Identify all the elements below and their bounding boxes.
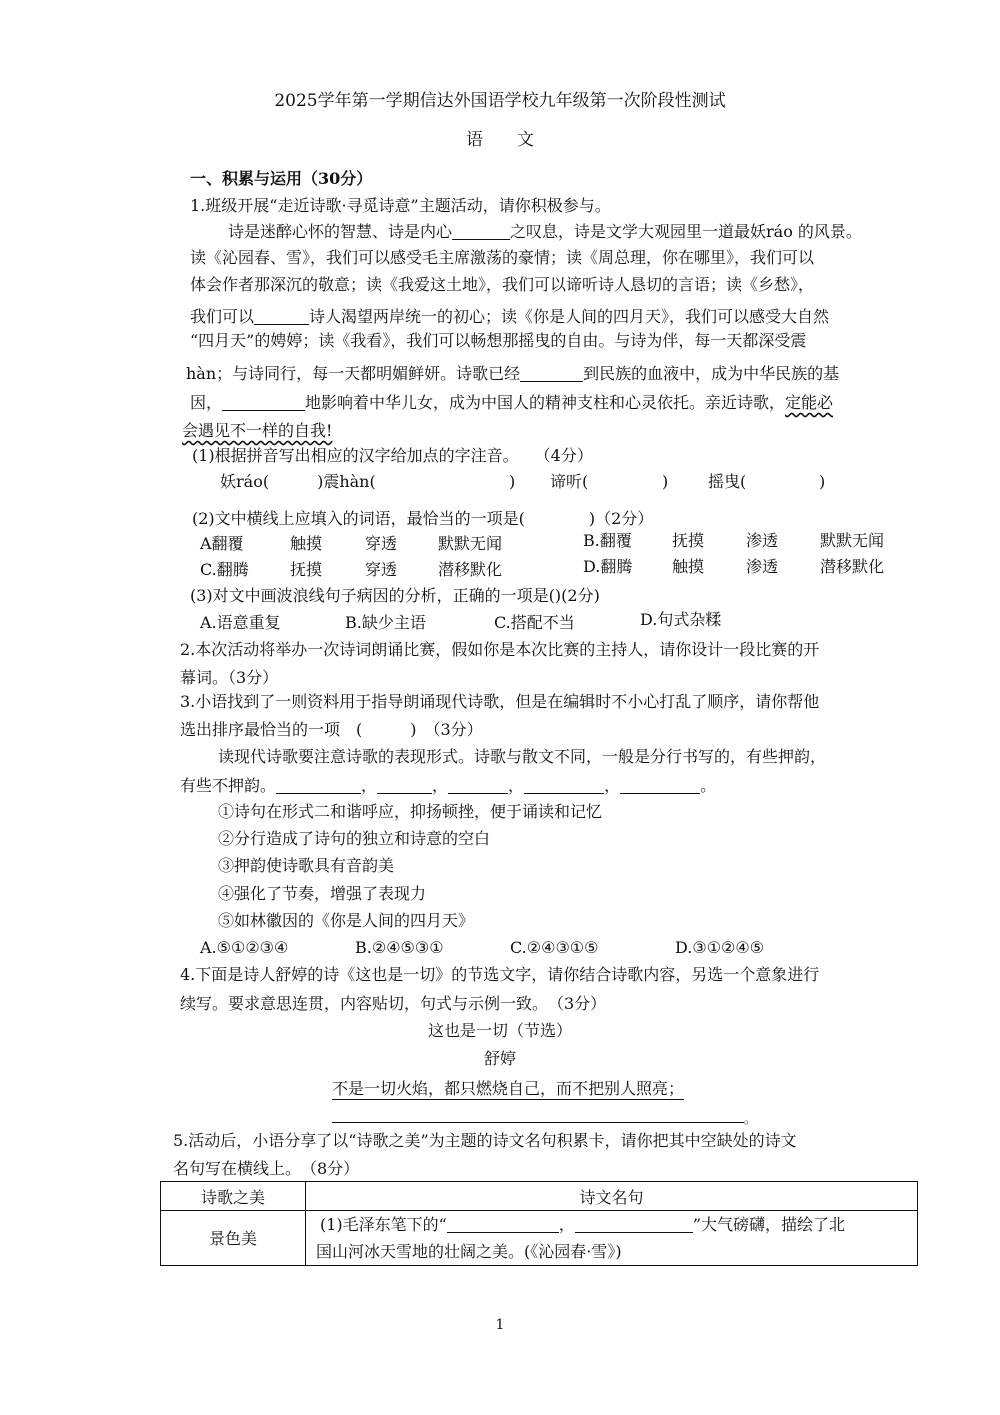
q5-line1: 5.活动后，小语分享了以“诗歌之美”为主题的诗文名句积累卡，请你把其中空缺处的诗文 (173, 1131, 797, 1150)
table-header-row (161, 1182, 918, 1211)
q1-passage-line2: 读《沁园春、雪》，我们可以感受毛主席激荡的豪情；读《周总理，你在哪里》，我们可以 (190, 248, 815, 267)
option-d[interactable]: D.③①②④⑤ (675, 938, 765, 957)
poem-title: 这也是一切（节选） (427, 1021, 572, 1040)
q3-passage-line2: 有些不押韵。 ， ， ， ， 。 (180, 776, 717, 795)
q3-item-4: ④强化了节奏，增强了表现力 (218, 884, 427, 903)
option-c[interactable]: C.搭配不当 (494, 613, 575, 632)
q1-sub3: (3)对文中画波浪线句子病因的分析，正确的一项是()(2分) (190, 586, 600, 605)
subject-title: 语 文 (466, 130, 534, 150)
answer-blank[interactable] (222, 394, 305, 411)
page-number: 1 (495, 1317, 505, 1333)
q1-sub1-paren: ) (509, 472, 516, 491)
q1-sub1-pinyin-3: 摇曳( (708, 472, 747, 491)
answer-blank[interactable] (620, 777, 700, 794)
table-header-category: 诗歌之美 (161, 1182, 306, 1211)
option-a[interactable]: A.⑤①②③④ (200, 938, 289, 957)
answer-blank[interactable] (448, 777, 508, 794)
answer-blank[interactable] (377, 777, 432, 794)
q1-passage-line6: hàn；与诗同行，每一天都明媚鲜妍。诗歌已经 到民族的血液中，成为中华民族的基 (186, 364, 840, 383)
q3-item-1: ①诗句在形式二和谐呼应，抑扬顿挫，便于诵读和记忆 (218, 802, 603, 821)
q1-passage-line8: 会遇见不一样的自我! (182, 421, 333, 440)
period-mark: 。 (744, 1112, 757, 1126)
option-d[interactable]: D.翻腾 (583, 557, 633, 576)
poetry-table (160, 1181, 918, 1266)
q3-item-3: ③押韵使诗歌具有音韵美 (218, 856, 395, 875)
option-b[interactable]: B.缺少主语 (345, 613, 426, 632)
option-c[interactable]: C.翻腾 (200, 560, 249, 579)
table-row (161, 1211, 918, 1266)
q1-passage-line4: 我们可以 诗人渴望两岸统一的初心；读《你是人间的四月天》，我们可以感受大自然 (190, 307, 830, 326)
q4-line1: 4.下面是诗人舒婷的诗《这也是一切》的节选文字，请你结合诗歌内容，另选一个意象进行 (180, 965, 820, 984)
q1-sub1-pinyin-1: 妖ráo( )震hàn( (220, 472, 376, 491)
q1-intro: 1.班级开展“走近诗歌·寻觅诗意”主题活动，请你积极参与。 (190, 196, 611, 215)
answer-blank[interactable] (520, 365, 583, 382)
q5-line2: 名句写在横线上。 （8分） (173, 1159, 360, 1178)
exam-title: 2025学年第一学期信达外国语学校九年级第一次阶段性测试 (274, 91, 726, 111)
answer-blank[interactable] (254, 308, 309, 325)
q1-passage-line5: “四月天”的娉婷；读《我看》，我们可以畅想那摇曳的自由。与诗为伴，每一天都深受震 (190, 331, 807, 350)
continuation-answer-line[interactable] (332, 1108, 744, 1123)
answer-blank[interactable] (452, 223, 510, 240)
q3-line1: 3.小语找到了一则资料用于指导朗诵现代诗歌，但是在编辑时不小心打乱了顺序，请你帮他 (180, 692, 820, 711)
q1-sub1-pinyin-2: 谛听( (550, 472, 589, 491)
answer-blank[interactable] (447, 1216, 559, 1233)
option-d[interactable]: D.句式杂糅 (640, 610, 722, 629)
q2-line1: 2.本次活动将举办一次诗词朗诵比赛，假如你是本次比赛的主持人，请你设计一段比赛的开 (180, 640, 820, 659)
exam-page: 2025学年第一学期信达外国语学校九年级第一次阶段性测试 语 文 一、积累与运用（30分） 1.班级开展“走近诗歌·寻觅诗意”主题活动，请你积极参与。 诗是迷醉心怀的智慧、诗是内心 之叹息，诗是文学大观园里一道最妖ráo 的风景。 读《沁园春、雪》，我们可以感受毛主席激荡的豪情；读《周总理，你在哪里》，我们可以 体会作者那深沉的敬意；读《我爱这土地》，我们可以谛听诗人恳切的言语；读《乡愁》， 我们可以 诗人渴望两岸统一的初心；读《你是人间的四月天》，我们可以感受大自然 “四月天”的娉婷；读《我看》，我们可以畅想那摇曳的自由。与诗为伴，每一天都深受震 hàn；与诗同行，每一天都明媚鲜妍。诗歌已经 到民族的血液中，成为中华民族的基 因， 地影响着中华儿女，成为中国人的精神支柱和心灵依托。亲近诗歌，定能必 会遇见不一样的自我! (1)根据拼音写出相应的汉字给加点的字注音。 （4分） 妖ráo( )震hàn( ) 谛听( ) 摇曳( ) (2)文中横线上应填入的词语，最恰当的一项是( )（2分） A翻覆 触摸 穿透 默默无闻 B.翻覆 抚摸 渗透 默默无闻 C.翻腾 抚摸 穿透 潜移默化 D.翻腾 触摸 渗透 潜移默化 (3)对文中画波浪线句子病因的分析，正确的一项是()(2分) A.语意重复 B.缺少主语 C.搭配不当 D.句式杂糅 2.本次活动将举办一次诗词朗诵比赛，假如你是本次比赛的主持人，请你设计一段比赛的开 幕词。（3分） 3.小语找到了一则资料用于指导朗诵现代诗歌，但是在编辑时不小心打乱了顺序，请你帮他 选出排序最恰当的一项 ( ) （3分） 读现代诗歌要注意诗歌的表现形式。诗歌与散文不同，一般是分行书写的，有些押韵， 有些不押韵。 ， ， ， ， 。 ①诗句在形式二和谐呼应，抑扬顿挫，便于诵读和记忆 ②分行造成了诗句的独立和诗意的空白 ③押韵使诗歌具有音韵美 ④强化了节奏，增强了表现力 ⑤如林徽因的《你是人间的四月天》 A.⑤①②③④ B.②④⑤③① C.②④③①⑤ D.③①②④⑤ 4.下面是诗人舒婷的诗《这也是一切》的节选文字，请你结合诗歌内容，另选一个意象进行 续写。要求意思连贯，内容贴切，句式与示例一致。 （3分） 这也是一切（节选） 舒婷 不是一切火焰，都只燃烧自己，而不把别人照亮； 。 5.活动后，小语分享了以“诗歌之美”为主题的诗文名句积累卡，请你把其中空缺处的诗文 名句写在横线上。 （8分） 诗歌之美 诗文名句 景色美 (1)毛泽东笔下的“ ， ”大气磅礴，描绘了北 国山河冰天雪地的壮阔之美。(《沁园春·雪》) 1 (0, 0, 1000, 1415)
poem-author: 舒婷 (483, 1049, 516, 1068)
q1-sub1: (1)根据拼音写出相应的汉字给加点的字注音。 （4分） (192, 446, 593, 465)
poem-line: 不是一切火焰，都只燃烧自己，而不把别人照亮； (332, 1079, 685, 1098)
q1-sub2: (2)文中横线上应填入的词语，最恰当的一项是( )（2分） (192, 509, 654, 528)
q1-passage-line1: 诗是迷醉心怀的智慧、诗是内心 之叹息，诗是文学大观园里一道最妖ráo 的风景。 (228, 222, 862, 241)
answer-blank[interactable] (276, 777, 361, 794)
q3-item-5: ⑤如林徽因的《你是人间的四月天》 (218, 911, 475, 930)
option-c[interactable]: C.②④③①⑤ (510, 938, 599, 957)
table-cell-quote: (1)毛泽东笔下的“ ， ”大气磅礴，描绘了北 国山河冰天雪地的壮阔之美。(《沁园春·雪》) (306, 1211, 918, 1266)
answer-blank[interactable] (524, 777, 604, 794)
option-b[interactable]: B.翻覆 (583, 531, 632, 550)
q3-passage-line1: 读现代诗歌要注意诗歌的表现形式。诗歌与散文不同，一般是分行书写的，有些押韵， (218, 747, 827, 766)
q1-passage-line3: 体会作者那深沉的敬意；读《我爱这土地》，我们可以谛听诗人恳切的言语；读《乡愁》， (190, 275, 815, 294)
section-heading: 一、积累与运用（30分） (190, 169, 373, 188)
q4-line2: 续写。要求意思连贯，内容贴切，句式与示例一致。 （3分） (180, 994, 607, 1013)
q1-sub1-paren: ) (819, 472, 826, 491)
option-b[interactable]: B.②④⑤③① (355, 938, 444, 957)
answer-blank[interactable] (575, 1216, 693, 1233)
q3-line2: 选出排序最恰当的一项 ( ) （3分） (180, 720, 483, 739)
q1-sub1-paren: ) (662, 472, 669, 491)
q2-line2: 幕词。（3分） (180, 668, 279, 687)
option-a[interactable]: A翻覆 (200, 534, 244, 553)
q1-passage-line7: 因， 地影响着中华儿女，成为中国人的精神支柱和心灵依托。亲近诗歌，定能必 (190, 393, 834, 412)
q3-item-2: ②分行造成了诗句的独立和诗意的空白 (218, 829, 491, 848)
option-a[interactable]: A.语意重复 (200, 613, 281, 632)
table-cell-category: 景色美 (161, 1211, 306, 1266)
table-header-quotes: 诗文名句 (306, 1182, 918, 1211)
